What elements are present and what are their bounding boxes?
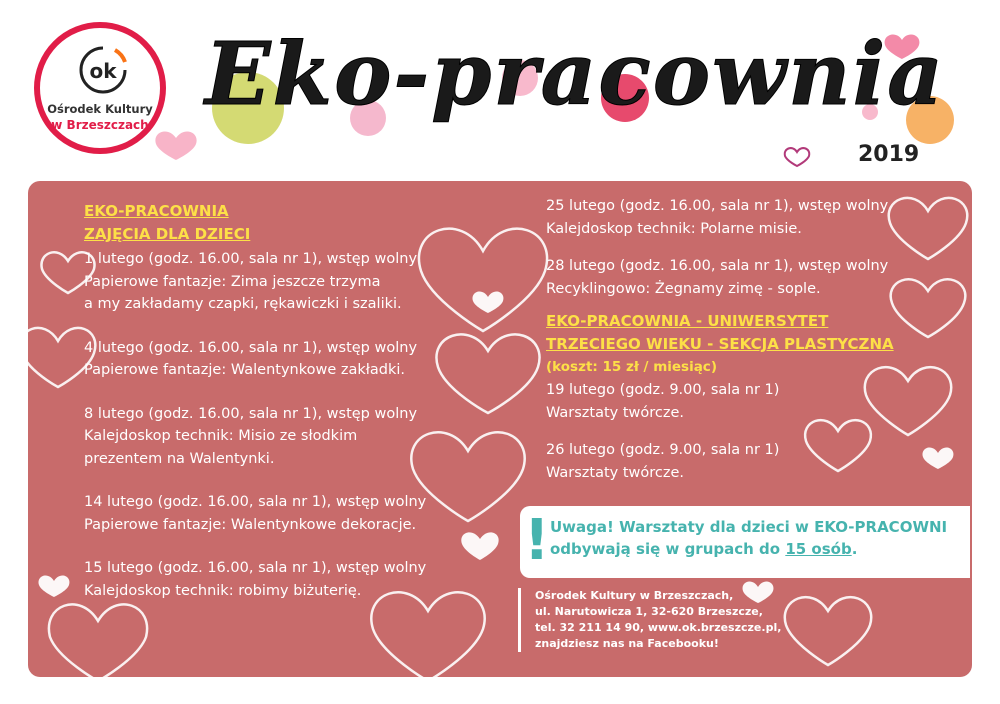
contact-line: ul. Narutowicza 1, 32-620 Brzeszcze,: [535, 605, 763, 618]
right-column: [546, 195, 894, 484]
cost-note: (koszt: 15 zł / miesiąc): [546, 359, 717, 375]
heart-icon: [419, 229, 547, 331]
event-item: [546, 195, 894, 240]
event-title: Papierowe fantazje: Zima jeszcze trzyma: [84, 273, 381, 290]
event-date: 15 lutego (godz. 16.00, sala nr 1), wstęp wolny: [84, 560, 427, 576]
heart-icon: [461, 532, 498, 560]
event-item: [84, 557, 426, 602]
heart-icon: [891, 279, 966, 337]
heart-icon: [39, 575, 70, 597]
event-title: Warsztaty twórcze.: [546, 464, 685, 481]
event-title: a my zakładamy czapki, rękawiczki i szaliki.: [84, 296, 402, 312]
event-item: [546, 439, 894, 484]
event-date: 8 lutego (godz. 16.00, sala nr 1), wstęp wolny: [84, 405, 418, 422]
contact-line: Ośrodek Kultury w Brzeszczach,: [535, 589, 734, 602]
event-item: [84, 337, 426, 382]
heart-icon: [436, 334, 539, 413]
contact-line: znajdziesz nas na Facebooku!: [535, 637, 719, 650]
section-heading-children: EKO-PRACOWNIA: [84, 202, 229, 220]
heart-icon: [889, 198, 968, 259]
heart-icon: [155, 131, 196, 160]
heart-icon: [411, 432, 524, 521]
contact-line: tel. 32 211 14 90, www.ok.brzeszcze.pl,: [535, 621, 782, 634]
event-date: 19 lutego (godz. 9.00, sala nr 1): [546, 382, 780, 398]
logo-mark: ok: [89, 59, 117, 83]
exclamation-icon: !: [524, 508, 550, 573]
event-title: Warsztaty twórcze.: [546, 404, 685, 421]
event-title: Kalejdoskop technik: Misio ze słodkim: [84, 428, 358, 444]
event-title: Recyklingowo: Żegnamy zimę - sople.: [546, 280, 821, 297]
heart-icon: [785, 148, 810, 166]
event-title: prezentem na Walentynki.: [84, 450, 275, 467]
logo-line2: w Brzeszczach: [51, 118, 149, 132]
section-heading-seniors: EKO-PRACOWNIA - UNIWERSYTET: [546, 312, 829, 330]
heart-icon: [923, 447, 954, 469]
left-column: [84, 200, 426, 602]
notice-line1: Uwaga! Warsztaty dla dzieci w EKO-PRACOWNI: [550, 518, 948, 536]
event-title: Papierowe fantazje: Walentynkowe dekoracje.: [84, 516, 417, 533]
notice-line2: odbywają się w grupach do 15 osób.: [550, 540, 858, 558]
event-date: 28 lutego (godz. 16.00, sala nr 1), wstęp wolny: [546, 258, 889, 274]
event-date: 4 lutego (godz. 16.00, sala nr 1), wstęp wolny: [84, 339, 418, 356]
event-item: [546, 255, 894, 300]
group-size: 15 osób: [785, 540, 852, 558]
event-item: [84, 491, 426, 536]
event-title: Kalejdoskop technik: Polarne misie.: [546, 220, 802, 237]
event-item: [546, 379, 894, 424]
event-title: Kalejdoskop technik: robimy biżuterię.: [84, 582, 362, 599]
event-date: 25 lutego (godz. 16.00, sala nr 1), wstęp wolny: [546, 198, 889, 214]
event-date: 1 lutego (godz. 16.00, sala nr 1), wstęp wolny: [84, 251, 418, 267]
poster-title: Eko-pracownia: [205, 24, 946, 125]
logo-line1: Ośrodek Kultury: [47, 102, 153, 116]
section-subheading-children: ZAJĘCIA DLA DZIECI: [84, 225, 251, 243]
heart-icon: [785, 597, 871, 665]
year: 2019: [858, 142, 920, 167]
event-date: 26 lutego (godz. 9.00, sala nr 1): [546, 442, 780, 458]
heart-icon: [473, 291, 504, 313]
heart-icon: [371, 592, 484, 677]
event-date: 14 lutego (godz. 16.00, sala nr 1), wstęp wolny: [84, 494, 427, 510]
event-item: [84, 248, 426, 316]
contact-info: [518, 588, 781, 652]
event-item: [84, 403, 426, 471]
heart-icon: [49, 604, 147, 677]
section-subheading-seniors: TRZECIEGO WIEKU - SEKCJA PLASTYCZNA: [546, 335, 894, 353]
event-title: Papierowe fantazje: Walentynkowe zakładki.: [84, 362, 406, 378]
notice-box: [520, 506, 970, 578]
